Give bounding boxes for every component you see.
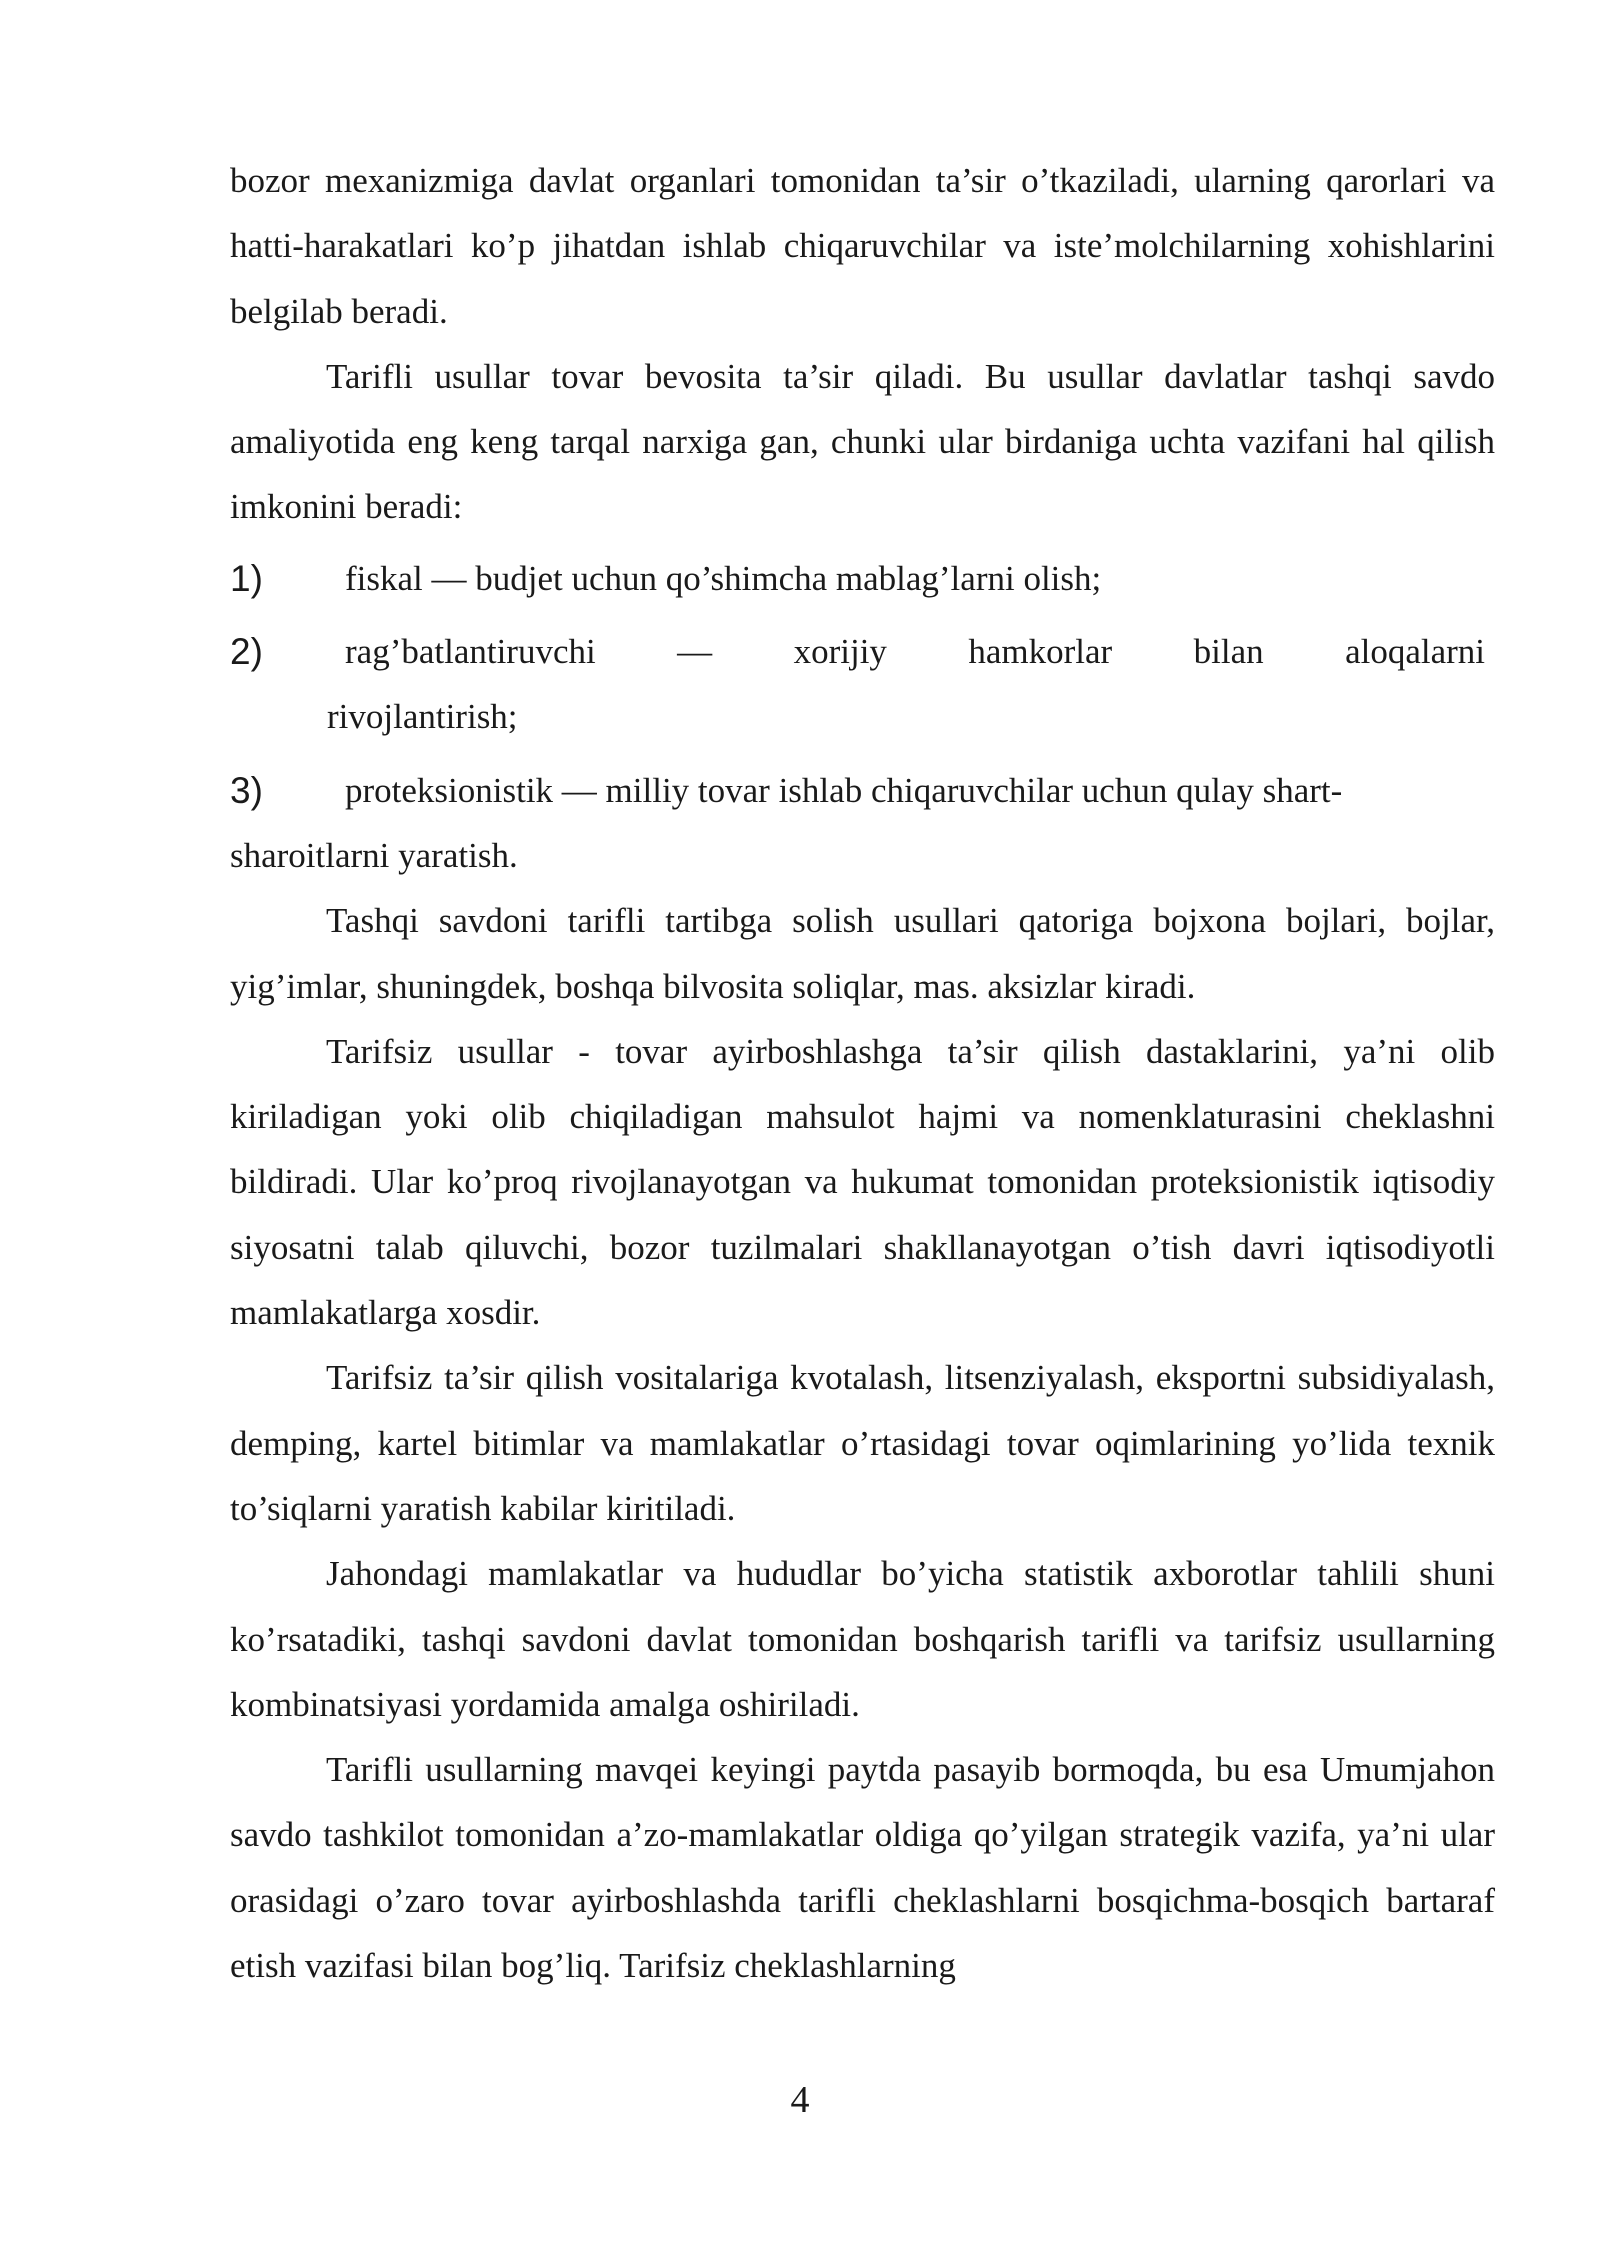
list-word: rag’batlantiruvchi <box>345 632 596 672</box>
paragraph-6: Jahondagi mamlakatlar va hududlar bo’yicha statistik axborotlar tahlili shuni ko’rsatadiki, tashqi savdoni davlat tomonidan boshqarish tarifli va tarifsiz usullarning kombinatsiyasi yordamida amalga oshiriladi. <box>230 1554 1495 1724</box>
list-item-3 <box>230 758 1495 889</box>
list-item-text: fiskal — budjet uchun qo’shimcha mablag’larni olish; <box>345 558 1102 598</box>
list-word: aloqalarni <box>1345 632 1485 672</box>
list-number: 2) <box>230 631 263 673</box>
paragraph-5: Tarifsiz ta’sir qilish vositalariga kvotalash, litsenziyalash, eksportni subsidiyalash, demping, kartel bitimlar va mamlakatlar o’rtasidagi tovar oqimlarining yo’lida texnik to’siqlarni yaratish kabilar kiritiladi. <box>230 1358 1495 1528</box>
list-word: hamkorlar <box>968 632 1113 672</box>
paragraph-3: Tashqi savdoni tarifli tartibga solish usullari qatoriga bojxona bojlari, bojlar, yig’imlar, shuningdek, boshqa bilvosita soliqlar, mas. aksizlar kiradi. <box>230 901 1495 1006</box>
list-word: xorijiy <box>793 632 887 672</box>
list-item-2 <box>230 619 1495 750</box>
list-word: — <box>677 632 713 672</box>
paragraph-7: Tarifli usullarning mavqei keyingi paytda pasayib bormoqda, bu esa Umumjahon savdo tashkilot tomonidan a’zo-mamlakatlar oldiga qo’yilgan strategik vazifa, ya’ni ular orasidagi o’zaro tovar ayirboshlashda tarifli cheklashlarni bosqichma-bosqich bartaraf etish vazifasi bilan bog’liq. Tarifsiz cheklashlarning <box>230 1750 1495 1986</box>
list-item-text-line <box>345 619 1485 684</box>
list-item-continuation: rivojlantirish; <box>327 697 518 737</box>
list-item-text: proteksionistik — milliy tovar ishlab chiqaruvchilar uchun qulay shart- <box>345 770 1343 810</box>
paragraph-1: bozor mexanizmiga davlat organlari tomonidan ta’sir o’tkaziladi, ularning qarorlari va hatti-harakatlari ko’p jihatdan ishlab chiqaruvchilar va iste’molchilarning xohishlarini belgilab beradi. <box>230 161 1495 331</box>
list-number: 1) <box>230 557 263 599</box>
list-number: 3) <box>230 769 263 811</box>
page-number: 4 <box>790 2079 810 2121</box>
paragraph-2: Tarifli usullar tovar bevosita ta’sir qiladi. Bu usullar davlatlar tashqi savdo amaliyotida eng keng tarqal narxiga gan, chunki ular birdaniga uchta vazifani hal qilish imkonini beradi: <box>230 356 1495 527</box>
body-text <box>230 148 1495 1998</box>
list-item-1 <box>230 546 1495 611</box>
list-word: bilan <box>1193 632 1264 672</box>
list-item-continuation: sharoitlarni yaratish. <box>230 835 518 875</box>
paragraph-4: Tarifsiz usullar - tovar ayirboshlashga ta’sir qilish dastaklarini, ya’ni olib kiriladigan yoki olib chiqiladigan mahsulot hajmi va nomenklaturasini cheklashni bildiradi. Ular ko’proq rivojlanayotgan va hukumat tomonidan proteksionistik iqtisodiy siyosatni talab qiluvchi, bozor tuzilmalari shakllanayotgan o’tish davri iqtisodiyotli mamlakatlarga xosdir. <box>230 1031 1495 1333</box>
